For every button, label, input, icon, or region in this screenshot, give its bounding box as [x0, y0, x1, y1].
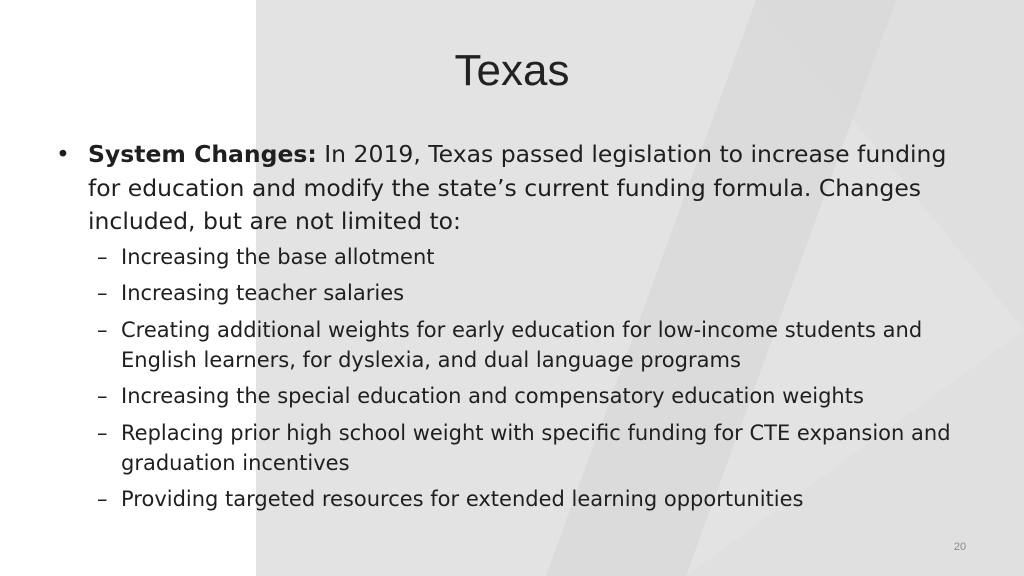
bullet-text: In 2019, Texas passed legislation to increase funding for education and modify the state’s current funding formula. Changes included, but are not limited to:: [88, 140, 947, 235]
sub-bullet: [88, 418, 976, 478]
sub-bullet-text: Replacing prior high school weight with specific funding for CTE expansion and graduation incentives: [121, 420, 951, 475]
sub-bullet-text: Increasing the special education and compensatory education weights: [121, 384, 864, 408]
sub-bullet: [88, 484, 976, 514]
bullet-marker: •: [56, 140, 70, 168]
sub-bullet-text: Providing targeted resources for extended learning opportunities: [121, 487, 804, 511]
dash-marker: –: [97, 487, 108, 511]
dash-marker: –: [97, 384, 108, 408]
bullet-label: System Changes:: [88, 140, 317, 168]
sub-bullet-text: Increasing teacher salaries: [121, 281, 405, 305]
dash-marker: –: [97, 317, 108, 342]
page-number: 20: [953, 541, 967, 553]
main-bullet: [56, 138, 976, 239]
dash-marker: –: [97, 420, 108, 445]
sub-bullet: [88, 242, 976, 272]
sub-bullet-list: [56, 242, 976, 515]
sub-bullet: [88, 278, 976, 308]
sub-bullet-text: Increasing the base allotment: [121, 244, 435, 269]
dash-marker: –: [97, 244, 108, 269]
slide-content: [56, 138, 976, 521]
slide-title: Texas: [454, 46, 570, 95]
sub-bullet: [88, 381, 976, 411]
sub-bullet: [88, 315, 976, 375]
sub-bullet-text: Creating additional weights for early education for low-income students and English learners, for dyslexia, and dual language programs: [121, 317, 923, 372]
dash-marker: –: [97, 281, 108, 305]
